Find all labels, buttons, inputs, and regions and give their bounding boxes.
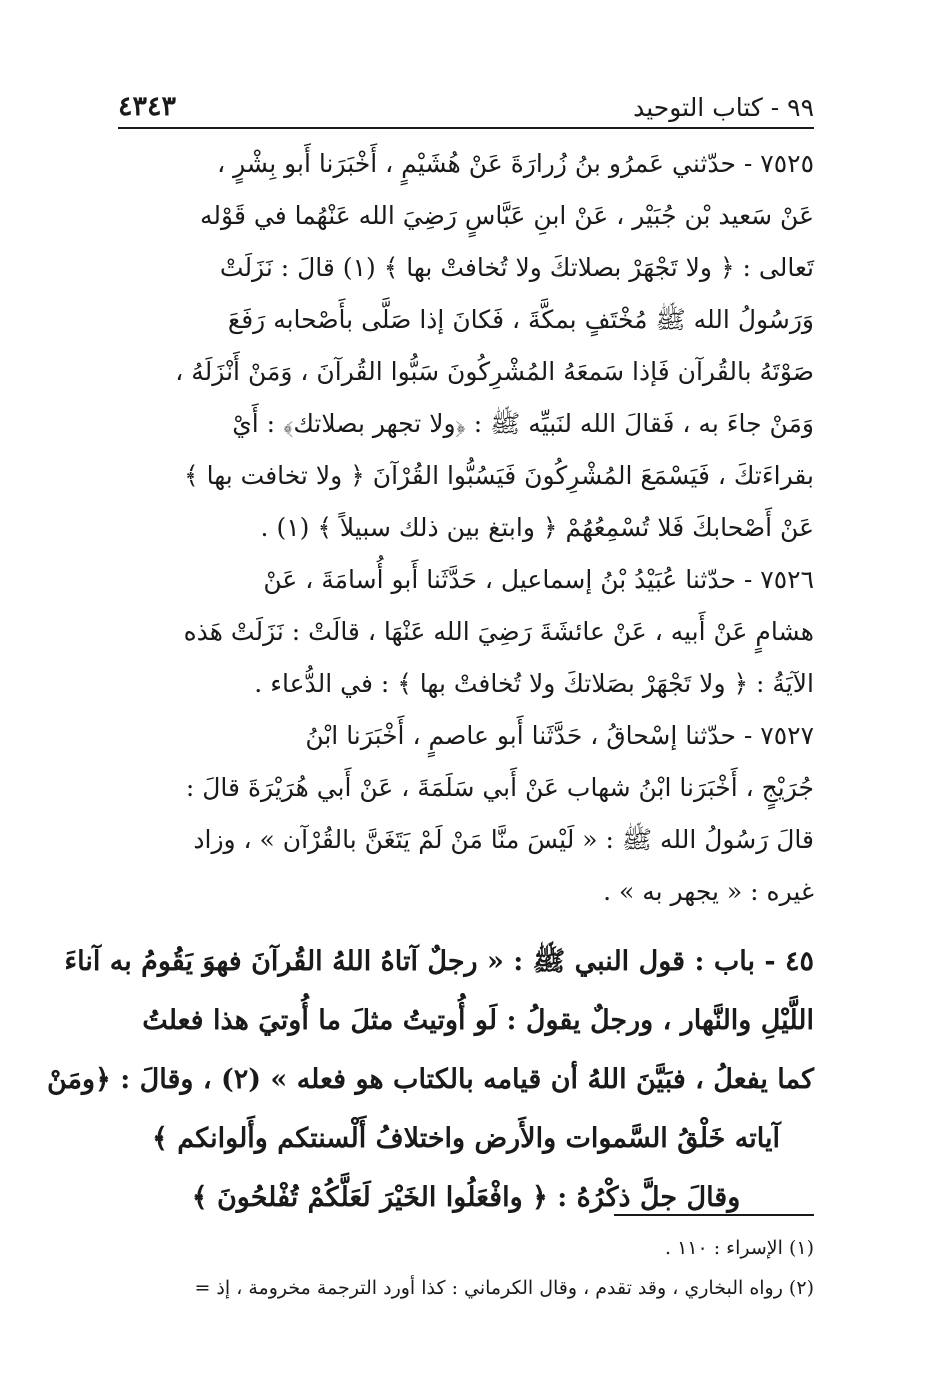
page-body (47, 138, 814, 1227)
hadith-7527 (118, 710, 814, 918)
text-line: صَوْتَهُ بالقُرآن فَإذا سَمعَهُ المُشْرِكُونَ سَبُّوا القُرآنَ ، وَمَنْ أَنْزَلَهُ ، (175, 357, 814, 386)
footnote-1: (١) الإسراء : ١١٠ . (664, 1237, 814, 1259)
chapter-45 (47, 932, 814, 1227)
footnote-2: (٢) رواه البخاري ، وقد تقدم ، وقال الكرماني : كذا أورد الترجمة مخرومة ، إذ = (194, 1277, 814, 1299)
chapter-line: كما يفعلُ ، فبَيَّنَ اللهُ أن قيامه بالكتاب هو فعله » (٢) ، وقالَ : ﴿ومَنْ (47, 1064, 814, 1095)
footnote-rule (614, 1214, 814, 1216)
header-rule (118, 127, 814, 129)
chapter-line: آياته خَلْقُ السَّموات والأَرض واختلافُ أَلْسنتكم وأَلوانكم ﴾ (152, 1123, 780, 1154)
text-line: ٧٥٢٥ - حدّثني عَمرُو بنُ زُرارَةَ عَنْ هُشَيْمٍ ، أَخْبَرَنا أَبو بِشْرٍ ، (217, 149, 814, 178)
page-header (118, 82, 814, 122)
text-line: هشامٍ عَنْ أَبيه ، عَنْ عائشَةَ رَضِيَ الله عَنْهَا ، قالَتْ : نَزَلَتْ هَذه (183, 617, 814, 646)
page-number: ٤٣٤٣ (118, 91, 177, 122)
chapter-line: ٤٥ - باب : قول النبي ﷺ : « رجلٌ آتاهُ اللهُ القُرآنَ فهوَ يَقُومُ به آناءَ (64, 946, 814, 977)
chapter-line: وقالَ جلَّ ذكْرُهُ : ﴿ وافْعَلُوا الخَيْرَ لَعَلَّكُمْ تُفْلحُونَ ﴾ (191, 1182, 741, 1213)
hadith-7525 (118, 138, 814, 554)
text-line: بقراءَتكَ ، فَيَسْمَعَ المُشْرِكُونَ فَيَسُبُّوا القُرْآنَ ﴿ ولا تخافت بها ﴾ (184, 461, 814, 490)
text-line: وَرَسُولُ الله ﷺ مُخْتَفٍ بمكَّةَ ، فَكانَ إذا صَلَّى بأَصْحابه رَفَعَ (227, 305, 814, 334)
text-line: ٧٥٢٧ - حدّثنا إسْحاقُ ، حَدَّثَنا أَبو عاصمٍ ، أَخْبَرَنا ابْنُ (305, 721, 814, 750)
text-line: الآيَةُ : ﴿ ولا تَجْهَرْ بصَلاتكَ ولا تُخافتْ بها ﴾ : في الدُّعاء . (254, 669, 814, 698)
text-line: ٧٥٢٦ - حدّثنا عُبَيْدُ بْنُ إسماعيل ، حَدَّثَنا أَبو أُسامَةَ ، عَنْ (263, 565, 814, 594)
hadith-7526 (118, 554, 814, 710)
text-line: وَمَنْ جاءَ به ، فَقالَ الله لنَبيِّه ﷺ : ﴿ولا تجهر بصلاتك﴾ : أَيْ (232, 409, 814, 438)
chapter-line: اللَّيْلِ والنَّهار ، ورجلٌ يقولُ : لَو أُوتيتُ مثلَ ما أُوتيَ هذا فعلتُ (142, 1005, 814, 1036)
text-line: عَنْ سَعيد بْن جُبَيْر ، عَنْ ابنِ عَبَّاسٍ رَضِيَ الله عَنْهُما في قَوْله (200, 201, 814, 230)
running-chapter-title: ٩٩ - كتاب التوحيد (633, 93, 814, 122)
footnotes (118, 1228, 814, 1308)
text-line: جُرَيْجٍ ، أَخْبَرَنا ابْنُ شهاب عَنْ أَبي سَلَمَةَ ، عَنْ أَبي هُرَيْرَةَ قالَ : (185, 773, 814, 802)
text-line: غيره : « يجهر به » . (603, 877, 814, 906)
text-line: تَعالى : ﴿ ولا تَجْهَرْ بصلاتكَ ولا تُخافتْ بها ﴾ (١) قالَ : نَزَلَتْ (219, 253, 814, 282)
text-line: عَنْ أَصْحابكَ فَلا تُسْمِعُهُمْ ﴿ وابتغ بين ذلك سبيلاً ﴾ (١) . (260, 513, 814, 542)
text-line: قالَ رَسُولُ الله ﷺ : « لَيْسَ منَّا مَنْ لَمْ يَتَغَنَّ بالقُرْآن » ، وزاد (193, 825, 814, 854)
